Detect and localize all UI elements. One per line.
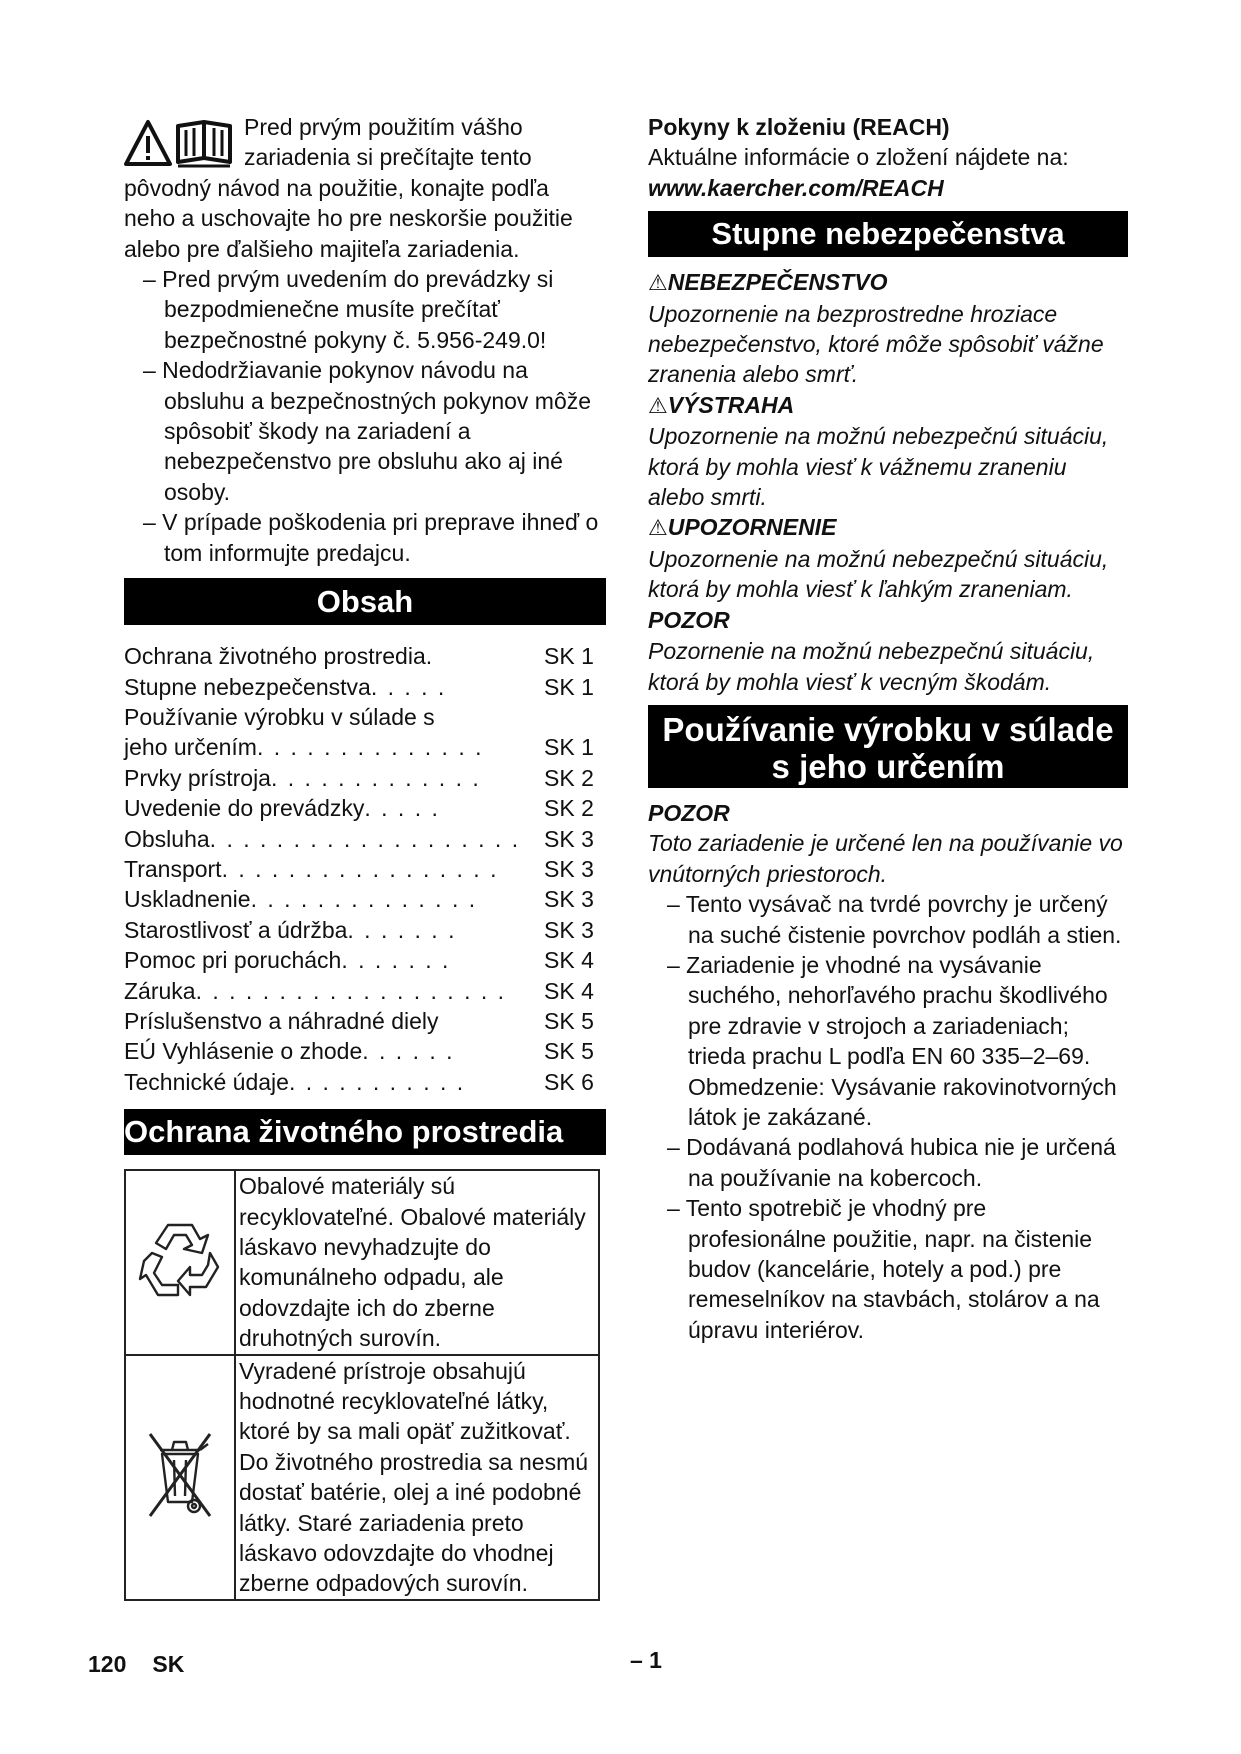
table-row — [125, 1170, 599, 1354]
packaging-recycling-text: Obalové materiály sú recyklovateľné. Obalové materiály láskavo nevyhadzujte do komunálneho odpadu, ale odovzdajte ich do zberne druhotných surovín. — [235, 1170, 599, 1354]
table-row — [125, 1355, 599, 1600]
danger-level-caution — [648, 512, 1128, 604]
danger-levels-heading: Stupne nebezpečenstva — [648, 211, 1128, 257]
toc-item-environment[interactable]: Ochrana životného prostredia. SK 1 — [124, 643, 594, 670]
bullet-noncompliance: – Nedodržiavanie pokynov návodu na obsluhu a bezpečnostných pokynov môže spôsobiť škody na zariadení a nebezpečenstvo pre obsluhu ako aj iné osoby. — [143, 357, 592, 505]
toc-item-danger-levels[interactable]: Stupne nebezpečenstva . . . . . SK 1 — [124, 673, 594, 700]
toc-item-troubleshooting[interactable]: Pomoc pri poruchách . . . . . . . SK 4 — [124, 947, 594, 974]
warning-triangle-icon: ⚠ — [648, 515, 668, 541]
toc-item-technical-data[interactable]: Technické údaje . . . . . . . . . . . SK 6 — [124, 1068, 594, 1095]
toc-item-maintenance[interactable]: Starostlivosť a údržba . . . . . . . SK 3 — [124, 916, 594, 943]
environment-table — [124, 1169, 600, 1601]
intended-use-note: Toto zariadenie je určené len na používanie vo vnútorných priestoroch. — [648, 830, 1123, 887]
toc-item-storage[interactable]: Uskladnenie . . . . . . . . . . . . . . SK 3 — [124, 886, 594, 913]
use-bullet-dust-class: – Zariadenie je vhodné na vysávanie suchého, nehorľavého prachu škodlivého pre zdravie v strojoch a zariadeniach; trieda prachu L podľa EN 60 335–2–69. Obmedzenie: Vysávanie rakovinotvorných látok je zakázané. — [667, 951, 1117, 1130]
crossed-bin-icon — [144, 1426, 216, 1522]
toc-item-intended-use-line1[interactable]: Používanie výrobku v súlade s — [124, 703, 435, 730]
language-code: SK — [152, 1651, 185, 1677]
reach-link[interactable]: www.kaercher.com/REACH — [648, 174, 944, 201]
warning-label: VÝSTRAHA — [667, 391, 795, 418]
recycle-icon-cell — [125, 1170, 235, 1354]
toc-item-operation[interactable]: Obsluha . . . . . . . . . . . . . . . . . . . SK 3 — [124, 825, 594, 852]
toc-item-warranty[interactable]: Záruka . . . . . . . . . . . . . . . . . . . SK 4 — [124, 977, 594, 1004]
danger-text: Upozornenie na bezprostredne hroziace nebezpečenstvo, ktoré môže spôsobiť vážne zranenia alebo smrť. — [648, 300, 1104, 388]
toc-item-accessories[interactable]: Príslušenstvo a náhradné diely SK 5 — [124, 1007, 594, 1034]
toc-item-transport[interactable]: Transport . . . . . . . . . . . . . . . . . SK 3 — [124, 855, 594, 882]
intended-use-label: POZOR — [648, 799, 730, 826]
use-bullet-professional: – Tento spotrebič je vhodný pre profesionálne použitie, napr. na čistenie budov (kancelárie, hotely a pod.) pre remeselníkov na stavbách, stolárov a na úpravu interiérov. — [667, 1195, 1100, 1343]
danger-label: NEBEZPEČENSTVO — [667, 269, 888, 296]
danger-level-danger — [648, 267, 1128, 390]
right-column — [648, 112, 1128, 1345]
toc-item-declaration[interactable]: EÚ Vyhlásenie o zhode . . . . . . SK 5 — [124, 1038, 594, 1065]
intro — [124, 112, 606, 264]
danger-level-warning — [648, 390, 1128, 513]
warning-and-manual-icon — [124, 116, 236, 170]
page-number: 120 — [88, 1651, 127, 1677]
warning-triangle-icon: ⚠ — [648, 392, 668, 418]
environment-heading: Ochrana životného prostredia — [124, 1109, 606, 1155]
toc-item-start-up[interactable]: Uvedenie do prevádzky . . . . . SK 2 — [124, 795, 594, 822]
intro-text: Pred prvým použitím vášho zariadenia si prečítajte tento pôvodný návod na použitie, konajte podľa neho a uschovajte ho pre neskoršie použitie alebo pre ďalšieho majiteľa zariadenia. — [124, 114, 573, 262]
toc-item-intended-use-line2[interactable]: jeho určením . . . . . . . . . . . . . . SK 1 — [124, 734, 594, 761]
use-bullet-floor-nozzle: – Dodávaná podlahová hubica nie je určená na používanie na kobercoch. — [667, 1134, 1116, 1191]
danger-level-notice — [648, 605, 1128, 697]
section-page-number: – 1 — [630, 1647, 662, 1673]
intended-use-heading: Používanie výrobku v súlade s jeho určením — [648, 705, 1128, 788]
notice-label: POZOR — [648, 606, 730, 633]
caution-label: UPOZORNENIE — [667, 514, 837, 541]
page-footer — [88, 1651, 184, 1678]
bullet-transport-damage: – V prípade poškodenia pri preprave ihneď o tom informujte predajcu. — [143, 509, 599, 566]
notice-text: Pozornenie na možnú nebezpečnú situáciu, ktorá by mohla viesť k vecným škodám. — [648, 638, 1095, 695]
toc-item-device-elements[interactable]: Prvky prístroja . . . . . . . . . . . . . SK 2 — [124, 764, 594, 791]
table-of-contents — [124, 641, 606, 1097]
warning-text: Upozornenie na možnú nebezpečnú situáciu, ktorá by mohla viesť k vážnemu zraneniu alebo smrti. — [648, 423, 1109, 511]
crossed-bin-icon-cell — [125, 1355, 235, 1600]
left-column — [124, 112, 606, 1601]
warning-triangle-icon: ⚠ — [648, 270, 668, 296]
reach-text: Aktuálne informácie o zložení nájdete na: — [648, 144, 1069, 171]
toc-heading: Obsah — [124, 578, 606, 625]
recycle-icon — [138, 1217, 222, 1301]
reach-title: Pokyny k zloženiu (REACH) — [648, 114, 950, 140]
caution-text: Upozornenie na možnú nebezpečnú situáciu, ktorá by mohla viesť k ľahkým zraneniam. — [648, 545, 1109, 603]
bullet-safety-instructions: – Pred prvým uvedením do prevádzky si bezpodmienečne musíte prečítať bezpečnostné pokyny č. 5.956-249.0! — [143, 266, 554, 353]
use-bullet-hard-surfaces: – Tento vysávač na tvrdé povrchy je určený na suché čistenie povrchov podláh a stien. — [667, 891, 1122, 948]
old-devices-recycling-text: Vyradené prístroje obsahujú hodnotné recyklovateľné látky, ktoré by sa mali opäť zužitkovať. Do životného prostredia sa nesmú dostať batérie, olej a iné podobné látky. Staré zariadenia preto láskavo odovzdajte do vhodnej zberne odpadových surovín. — [235, 1355, 599, 1600]
